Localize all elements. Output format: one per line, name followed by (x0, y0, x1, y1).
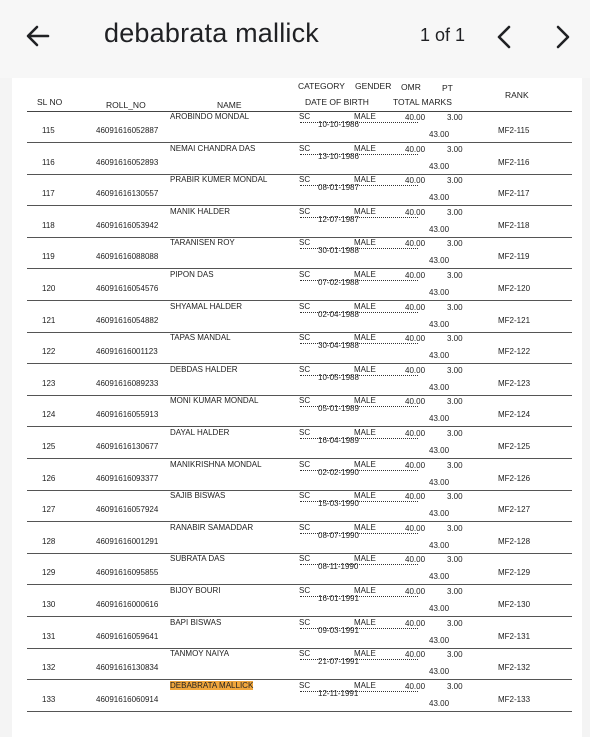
arrow-left-icon[interactable] (24, 22, 52, 50)
dob-cell: 08-11-1990 (318, 562, 359, 572)
omr-cell: 40.00 (405, 302, 426, 312)
table-row (12, 237, 582, 269)
dotted-separator (300, 659, 418, 660)
dotted-separator (300, 596, 418, 597)
pt-cell: 3.00 (447, 365, 463, 375)
total-marks-cell: 43.00 (429, 351, 450, 361)
dotted-separator (300, 406, 418, 407)
pt-cell: 3.00 (447, 429, 463, 438)
rank-cell: MF2-123 (498, 378, 531, 388)
gender-cell: MALE (354, 364, 376, 374)
chevron-left-icon[interactable] (493, 23, 517, 51)
sl-no-cell: 118 (42, 220, 55, 230)
category-cell: SC (299, 680, 311, 690)
omr-cell: 40.00 (405, 397, 426, 407)
name-cell: MONI KUMAR MONDAL (170, 396, 259, 406)
roll-no-cell: 46091616001291 (96, 536, 159, 546)
rank-cell: MF2-133 (498, 694, 531, 704)
gender-cell: MALE (354, 301, 376, 311)
category-cell: SC (299, 522, 311, 532)
pt-cell: 3.00 (447, 492, 463, 502)
category-cell: SC (299, 175, 311, 185)
dob-cell: 10-10-1986 (318, 120, 359, 129)
roll-no-cell: 46091616088088 (96, 252, 159, 262)
name-cell: BIJOY BOURI (170, 586, 221, 595)
omr-cell: 40.00 (405, 429, 426, 438)
dotted-separator (300, 280, 418, 281)
total-marks-cell: 43.00 (429, 477, 450, 487)
omr-cell: 40.00 (405, 587, 426, 596)
pt-cell: 3.00 (447, 239, 463, 249)
roll-no-cell: 46091616057924 (96, 505, 159, 515)
dob-cell: 13-10-1986 (318, 151, 359, 161)
roll-no-cell: 46091616052893 (96, 157, 159, 167)
name-cell: SAJIB BISWAS (170, 491, 226, 501)
rank-cell: MF2-130 (498, 600, 531, 609)
pt-cell: 3.00 (447, 271, 463, 280)
gender-cell: MALE (354, 175, 376, 185)
total-marks-cell: 43.00 (429, 382, 450, 392)
name-cell: PIPON DAS (170, 270, 214, 279)
sl-no-cell: 121 (42, 315, 56, 325)
dotted-separator (300, 122, 418, 123)
roll-no-cell: 46091616000616 (96, 600, 159, 609)
rank-cell: MF2-120 (498, 284, 531, 293)
omr-cell: 40.00 (405, 113, 426, 122)
sl-no-cell: 115 (42, 126, 55, 135)
total-marks-cell: 43.00 (429, 414, 450, 424)
name-cell: SHYAMAL HALDER (170, 301, 243, 311)
omr-cell: 40.00 (405, 144, 426, 154)
dob-cell: 07-02-1988 (318, 278, 359, 287)
rank-cell: MF2-127 (498, 505, 531, 515)
total-marks-cell: 43.00 (429, 572, 450, 582)
dob-cell: 21-07-1991 (318, 657, 359, 667)
dob-cell: 08-01-1987 (318, 183, 359, 193)
header-gender: GENDER (355, 81, 392, 91)
name-cell: TAPAS MANDAL (170, 333, 231, 343)
header-category: CATEGORY (298, 81, 345, 91)
table-row (12, 617, 582, 649)
header-name: NAME (217, 100, 242, 110)
total-marks-cell: 43.00 (429, 224, 450, 234)
table-row (12, 427, 582, 459)
sl-no-cell: 123 (42, 378, 56, 388)
category-cell: SC (299, 617, 311, 627)
roll-no-cell: 46091616059641 (96, 631, 159, 641)
name-cell: DEBDAS HALDER (170, 364, 238, 374)
gender-cell: MALE (354, 554, 376, 564)
category-cell: SC (299, 301, 311, 311)
pt-cell: 3.00 (447, 681, 463, 691)
sl-no-cell: 126 (42, 473, 56, 483)
dob-cell: 12-11-1991 (318, 688, 359, 698)
gender-cell: MALE (354, 206, 376, 216)
table-row (12, 364, 582, 396)
dotted-separator (300, 533, 418, 534)
category-cell: SC (299, 459, 311, 469)
rank-cell: MF2-116 (498, 157, 530, 167)
sl-no-cell: 117 (42, 189, 55, 199)
dotted-separator (300, 438, 418, 439)
top-toolbar (0, 0, 590, 78)
dotted-separator (300, 470, 418, 471)
document-page (12, 78, 582, 737)
omr-cell: 40.00 (405, 618, 426, 628)
table-row (12, 206, 582, 238)
pt-cell: 3.00 (447, 650, 463, 660)
omr-cell: 40.00 (405, 239, 426, 249)
roll-no-cell: 46091616054576 (96, 284, 159, 293)
sl-no-cell: 125 (42, 442, 56, 451)
dotted-separator (300, 154, 418, 155)
rank-cell: MF2-131 (498, 631, 531, 641)
roll-no-cell: 46091616089233 (96, 378, 159, 388)
dotted-separator (300, 628, 418, 629)
omr-cell: 40.00 (405, 523, 426, 533)
gender-cell: MALE (354, 238, 376, 248)
total-marks-cell: 43.00 (429, 256, 450, 266)
table-row (12, 143, 582, 175)
rank-cell: MF2-132 (498, 663, 531, 673)
chevron-right-icon[interactable] (550, 23, 574, 51)
dob-cell: 02-02-1990 (318, 467, 359, 477)
category-cell: SC (299, 112, 311, 121)
sl-no-cell: 132 (42, 663, 56, 673)
name-cell: RANABIR SAMADDAR (170, 522, 254, 532)
header-dob: DATE OF BIRTH (305, 97, 369, 107)
sl-no-cell: 130 (42, 600, 56, 609)
table-row (12, 490, 582, 522)
gender-cell: MALE (354, 522, 376, 532)
dob-cell: 30-04-1988 (318, 341, 359, 351)
sl-no-cell: 127 (42, 505, 56, 515)
pt-cell: 3.00 (447, 523, 463, 533)
dotted-separator (300, 312, 418, 313)
table-row (12, 553, 582, 585)
name-cell: PRABIR KUMER MONDAL (170, 175, 268, 185)
roll-no-cell: 46091616054882 (96, 315, 159, 325)
dotted-separator (300, 691, 418, 692)
gender-cell: MALE (354, 396, 376, 406)
roll-no-cell: 46091616130834 (96, 663, 159, 673)
dob-cell: 16-01-1991 (318, 594, 359, 603)
omr-cell: 40.00 (405, 176, 426, 186)
dotted-separator (300, 248, 418, 249)
roll-no-cell: 46091616055913 (96, 410, 159, 420)
dob-cell: 02-04-1988 (318, 309, 359, 319)
dob-cell: 05-01-1989 (318, 404, 359, 414)
total-marks-cell: 43.00 (429, 635, 450, 645)
gender-cell: MALE (354, 143, 376, 153)
dotted-separator (300, 564, 418, 565)
roll-no-cell: 46091616052887 (96, 126, 159, 135)
sl-no-cell: 122 (42, 347, 56, 357)
header-pt: PT (442, 83, 453, 93)
rank-cell: MF2-128 (498, 536, 531, 546)
dotted-separator (300, 343, 418, 344)
dotted-separator (300, 217, 418, 218)
category-cell: SC (299, 143, 311, 153)
dob-cell: 15-03-1990 (318, 499, 359, 509)
sl-no-cell: 116 (42, 157, 55, 167)
total-marks-cell: 43.00 (429, 604, 450, 613)
rank-cell: MF2-118 (498, 220, 530, 230)
dob-cell: 10-05-1988 (318, 372, 359, 382)
table-row (12, 680, 582, 712)
total-marks-cell: 43.00 (429, 698, 450, 708)
name-cell: MANIKRISHNA MONDAL (170, 459, 262, 469)
omr-cell: 40.00 (405, 271, 426, 280)
name-cell: TANMOY NAIYA (170, 649, 230, 659)
table-row (12, 332, 582, 364)
sl-no-cell: 124 (42, 410, 56, 420)
rank-cell: MF2-117 (498, 189, 530, 199)
roll-no-cell: 46091616001123 (96, 347, 158, 357)
dob-cell: 16-04-1989 (318, 436, 359, 445)
dob-cell: 09-03-1991 (318, 625, 359, 635)
pt-cell: 3.00 (447, 113, 463, 122)
pt-cell: 3.00 (447, 618, 463, 628)
highlighted-match: DEBABRATA MALLICK (170, 680, 254, 690)
gender-cell: MALE (354, 617, 376, 627)
omr-cell: 40.00 (405, 207, 426, 217)
omr-cell: 40.00 (405, 460, 426, 470)
pt-cell: 3.00 (447, 176, 463, 186)
table-row (12, 269, 582, 301)
total-marks-cell: 43.00 (429, 319, 450, 329)
category-cell: SC (299, 586, 311, 595)
pt-cell: 3.00 (447, 397, 463, 407)
sl-no-cell: 131 (42, 631, 56, 641)
name-cell: BAPI BISWAS (170, 617, 222, 627)
category-cell: SC (299, 649, 311, 659)
pt-cell: 3.00 (447, 207, 463, 217)
dob-cell: 08-07-1990 (318, 530, 359, 540)
name-cell: TARANISEN ROY (170, 238, 235, 248)
table-row (12, 648, 582, 680)
header-sl-no: SL NO (37, 97, 63, 107)
roll-no-cell: 46091616130677 (96, 442, 159, 451)
pt-cell: 3.00 (447, 302, 463, 312)
name-cell: MANIK HALDER (170, 206, 231, 216)
gender-cell: MALE (354, 270, 376, 279)
pt-cell: 3.00 (447, 460, 463, 470)
rank-cell: MF2-119 (498, 252, 530, 262)
gender-cell: MALE (354, 428, 376, 437)
sl-no-cell: 128 (42, 536, 56, 546)
header-rank: RANK (505, 90, 529, 100)
sl-no-cell: 129 (42, 568, 56, 578)
roll-no-cell: 46091616093377 (96, 473, 159, 483)
total-marks-cell: 43.00 (429, 130, 450, 139)
dob-cell: 12-07-1987 (318, 214, 359, 224)
table-row (12, 585, 582, 617)
gender-cell: MALE (354, 112, 376, 121)
category-cell: SC (299, 428, 311, 437)
gender-cell: MALE (354, 649, 376, 659)
rank-cell: MF2-121 (498, 315, 531, 325)
omr-cell: 40.00 (405, 492, 426, 502)
total-marks-cell: 43.00 (429, 161, 450, 171)
table-row (12, 459, 582, 491)
header-total-marks: TOTAL MARKS (393, 97, 452, 107)
total-marks-cell: 43.00 (429, 288, 450, 297)
total-marks-cell: 43.00 (429, 667, 450, 677)
total-marks-cell: 43.00 (429, 540, 450, 550)
category-cell: SC (299, 554, 311, 564)
table-row (12, 301, 582, 333)
roll-no-cell: 46091616130557 (96, 189, 159, 199)
rank-cell: MF2-115 (498, 126, 530, 135)
table-row (12, 522, 582, 554)
roll-no-cell: 46091616060914 (96, 694, 159, 704)
category-cell: SC (299, 270, 311, 279)
pt-cell: 3.00 (447, 334, 463, 344)
sl-no-cell: 119 (42, 252, 55, 262)
gender-cell: MALE (354, 333, 376, 343)
omr-cell: 40.00 (405, 334, 426, 344)
total-marks-cell: 43.00 (429, 446, 450, 455)
sl-no-cell: 120 (42, 284, 56, 293)
rank-cell: MF2-129 (498, 568, 531, 578)
omr-cell: 40.00 (405, 650, 426, 660)
category-cell: SC (299, 238, 311, 248)
category-cell: SC (299, 396, 311, 406)
match-counter: 1 of 1 (420, 25, 466, 45)
dotted-separator (300, 375, 418, 376)
dotted-separator (300, 501, 418, 502)
roll-no-cell: 46091616053942 (96, 220, 159, 230)
gender-cell: MALE (354, 680, 376, 690)
name-cell: DAYAL HALDER (170, 428, 230, 437)
sl-no-cell: 133 (42, 694, 56, 704)
name-cell: NEMAI CHANDRA DAS (170, 143, 256, 153)
table-row (12, 174, 582, 206)
gender-cell: MALE (354, 459, 376, 469)
table-row (12, 395, 582, 427)
gender-cell: MALE (354, 491, 376, 501)
table-row (12, 111, 582, 143)
header-omr: OMR (401, 82, 421, 92)
dob-cell: 30-01-1988 (318, 246, 359, 256)
header-roll-no: ROLL_NO (106, 100, 146, 110)
rank-cell: MF2-124 (498, 410, 531, 420)
total-marks-cell: 43.00 (429, 509, 450, 519)
category-cell: SC (299, 364, 311, 374)
category-cell: SC (299, 333, 311, 343)
omr-cell: 40.00 (405, 555, 426, 565)
category-cell: SC (299, 206, 311, 216)
name-cell: AROBINDO MONDAL (170, 112, 250, 121)
omr-cell: 40.00 (405, 681, 426, 691)
row-divider (27, 711, 572, 712)
omr-cell: 40.00 (405, 365, 426, 375)
roll-no-cell: 46091616095855 (96, 568, 159, 578)
pt-cell: 3.00 (447, 144, 463, 154)
name-cell: SUBRATA DAS (170, 554, 225, 564)
rank-cell: MF2-126 (498, 473, 531, 483)
dotted-separator (300, 185, 418, 186)
pt-cell: 3.00 (447, 555, 463, 565)
gender-cell: MALE (354, 586, 376, 595)
search-query-title[interactable]: debabrata mallick (104, 18, 320, 48)
rank-cell: MF2-125 (498, 442, 531, 451)
category-cell: SC (299, 491, 311, 501)
pt-cell: 3.00 (447, 587, 463, 596)
rank-cell: MF2-122 (498, 347, 531, 357)
total-marks-cell: 43.00 (429, 193, 450, 203)
